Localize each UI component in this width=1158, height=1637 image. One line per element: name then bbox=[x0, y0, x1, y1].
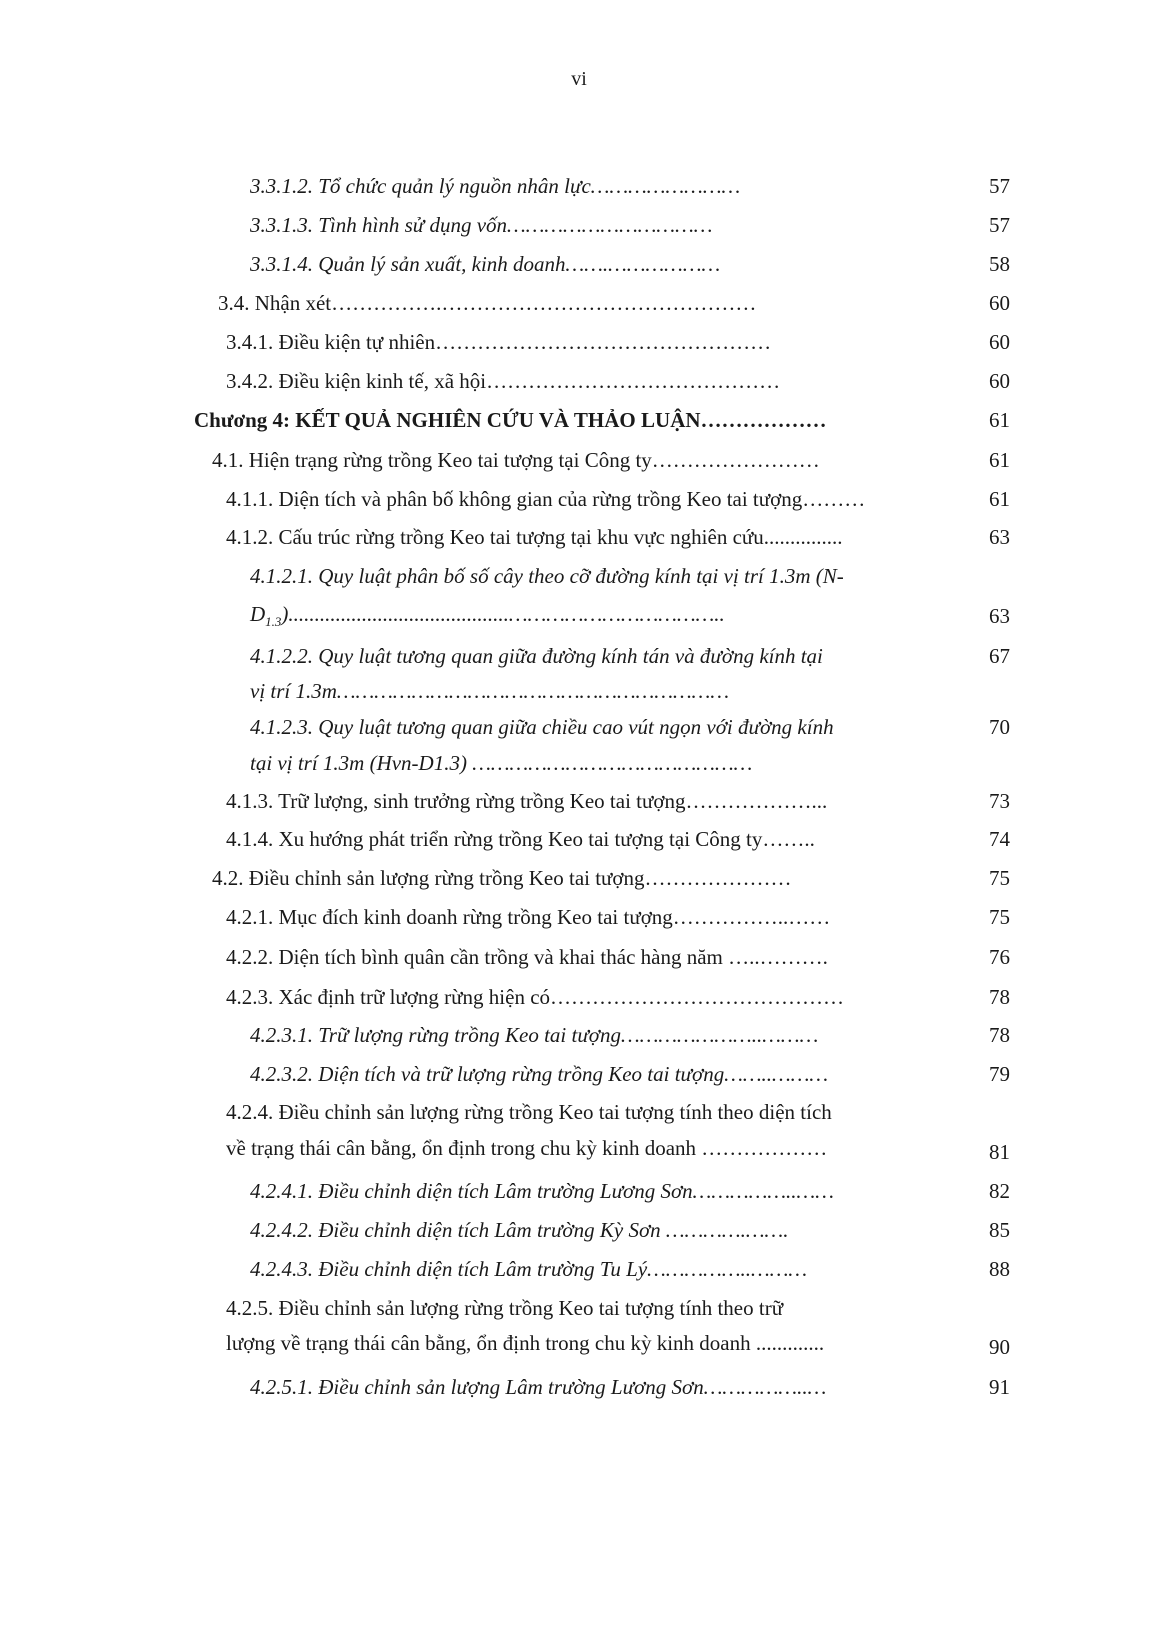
toc-page: 58 bbox=[989, 252, 1010, 276]
toc-entry-3-4: 3.4. Nhận xét…………….……………………………………… bbox=[218, 291, 757, 315]
toc-page: 81 bbox=[989, 1140, 1010, 1164]
toc-entry-4-1-2: 4.1.2. Cấu trúc rừng trồng Keo tai tượng tại khu vực nghiên cứu............... bbox=[226, 525, 843, 549]
toc-page: 70 bbox=[989, 715, 1010, 739]
toc-entry-4-2-3: 4.2.3. Xác định trữ lượng rừng hiện có…………………………………… bbox=[226, 985, 845, 1009]
toc-page: 91 bbox=[989, 1375, 1010, 1399]
toc-page: 60 bbox=[989, 369, 1010, 393]
toc-entry-4-2-4-1: 4.2.4.1. Điều chỉnh diện tích Lâm trường Lương Sơn……………..…… bbox=[250, 1179, 834, 1203]
toc-page: 61 bbox=[989, 408, 1010, 432]
toc-page: 73 bbox=[989, 789, 1010, 813]
toc-entry-4-2-2: 4.2.2. Diện tích bình quân cần trồng và khai thác hàng năm …..………. bbox=[226, 945, 828, 969]
toc-page: 78 bbox=[989, 985, 1010, 1009]
toc-page: 78 bbox=[989, 1023, 1010, 1047]
toc-page: 76 bbox=[989, 945, 1010, 969]
toc-entry-3-4-2: 3.4.2. Điều kiện kinh tế, xã hội…………………………………… bbox=[226, 369, 781, 393]
toc-page: 61 bbox=[989, 448, 1010, 472]
toc-page: 60 bbox=[989, 330, 1010, 354]
toc-chapter-4: Chương 4: KẾT QUẢ NGHIÊN CỨU VÀ THẢO LUẬN……………… bbox=[194, 408, 827, 432]
toc-entry-4-2-4-line1: 4.2.4. Điều chỉnh sản lượng rừng trồng Keo tai tượng tính theo diện tích bbox=[226, 1100, 832, 1124]
toc-entry-4-2: 4.2. Điều chỉnh sản lượng rừng trồng Keo tai tượng………………… bbox=[212, 866, 792, 890]
toc-entry-3-3-1-2: 3.3.1.2. Tổ chức quản lý nguồn nhân lực…………………… bbox=[250, 174, 741, 198]
toc-page: 85 bbox=[989, 1218, 1010, 1242]
toc-page: 75 bbox=[989, 905, 1010, 929]
toc-page: 63 bbox=[989, 525, 1010, 549]
toc-page: 67 bbox=[989, 644, 1010, 668]
toc-entry-3-3-1-3: 3.3.1.3. Tình hình sử dụng vốn…………………………… bbox=[250, 213, 713, 237]
toc-page: 74 bbox=[989, 827, 1010, 851]
toc-page: 60 bbox=[989, 291, 1010, 315]
toc-page: 57 bbox=[989, 213, 1010, 237]
page-number: vi bbox=[571, 68, 587, 90]
toc-entry-4-2-4-2: 4.2.4.2. Điều chỉnh diện tích Lâm trường Kỳ Sơn ………….……. bbox=[250, 1218, 789, 1242]
toc-entry-3-4-1: 3.4.1. Điều kiện tự nhiên………………………………………… bbox=[226, 330, 772, 354]
toc-page: 75 bbox=[989, 866, 1010, 890]
toc-entry-4-1: 4.1. Hiện trạng rừng trồng Keo tai tượng tại Công ty…………………… bbox=[212, 448, 820, 472]
toc-page: 63 bbox=[989, 604, 1010, 628]
toc-entry-4-2-4-3: 4.2.4.3. Điều chỉnh diện tích Lâm trường Tu Lý……………..……… bbox=[250, 1257, 808, 1281]
toc-entry-4-1-2-2-line2: vị trí 1.3m……………………………………………………… bbox=[250, 679, 730, 703]
toc-entry-4-2-5-line1: 4.2.5. Điều chỉnh sản lượng rừng trồng Keo tai tượng tính theo trữ bbox=[226, 1296, 784, 1320]
toc-entry-4-1-2-3-line2: tại vị trí 1.3m (Hvn-D1.3) ……………………………………… bbox=[250, 751, 753, 775]
toc-page: 82 bbox=[989, 1179, 1010, 1203]
toc-entry-4-2-4-line2: về trạng thái cân bằng, ổn định trong chu kỳ kinh doanh ……………… bbox=[226, 1136, 828, 1160]
toc-page: 90 bbox=[989, 1335, 1010, 1359]
toc-page: 79 bbox=[989, 1062, 1010, 1086]
toc-entry-4-1-2-3-line1: 4.1.2.3. Quy luật tương quan giữa chiều cao vút ngọn với đường kính bbox=[250, 715, 834, 739]
toc-entry-4-2-5-1: 4.2.5.1. Điều chỉnh sản lượng Lâm trường Lương Sơn……………..… bbox=[250, 1375, 827, 1399]
toc-page: 61 bbox=[989, 487, 1010, 511]
toc-entry-4-1-4: 4.1.4. Xu hướng phát triển rừng trồng Keo tai tượng tại Công ty…….. bbox=[226, 827, 815, 851]
toc-entry-4-2-1: 4.2.1. Mục đích kinh doanh rừng trồng Keo tai tượng……………..…… bbox=[226, 905, 831, 929]
toc-entry-3-3-1-4: 3.3.1.4. Quản lý sản xuất, kinh doanh…….……………… bbox=[250, 252, 721, 276]
toc-entry-4-1-2-1-line2: $D_{1.3})..........................................\dots\dots\dots\dots\dots\dots\dots\dots\dots\dots\dots$.. bbox=[250, 602, 725, 630]
toc-entry-4-1-2-2-line1: 4.1.2.2. Quy luật tương quan giữa đường kính tán và đường kính tại bbox=[250, 644, 823, 668]
toc-entry-4-1-2-1-line1: 4.1.2.1. Quy luật phân bố số cây theo cỡ đường kính tại vị trí 1.3m (N- bbox=[250, 564, 844, 588]
toc-entry-4-2-3-2: 4.2.3.2. Diện tích và trữ lượng rừng trồng Keo tai tượng……..……… bbox=[250, 1062, 829, 1086]
toc-entry-4-2-3-1: 4.2.3.1. Trữ lượng rừng trồng Keo tai tượng…………………..……… bbox=[250, 1023, 819, 1047]
toc-page: 88 bbox=[989, 1257, 1010, 1281]
toc-entry-4-2-5-line2: lượng về trạng thái cân bằng, ổn định trong chu kỳ kinh doanh ............. bbox=[226, 1331, 825, 1355]
toc-entry-4-1-1: 4.1.1. Diện tích và phân bố không gian của rừng trồng Keo tai tượng……… bbox=[226, 487, 866, 511]
toc-entry-4-1-3: 4.1.3. Trữ lượng, sinh trưởng rừng trồng Keo tai tượng………………... bbox=[226, 789, 828, 813]
toc-page: 57 bbox=[989, 174, 1010, 198]
